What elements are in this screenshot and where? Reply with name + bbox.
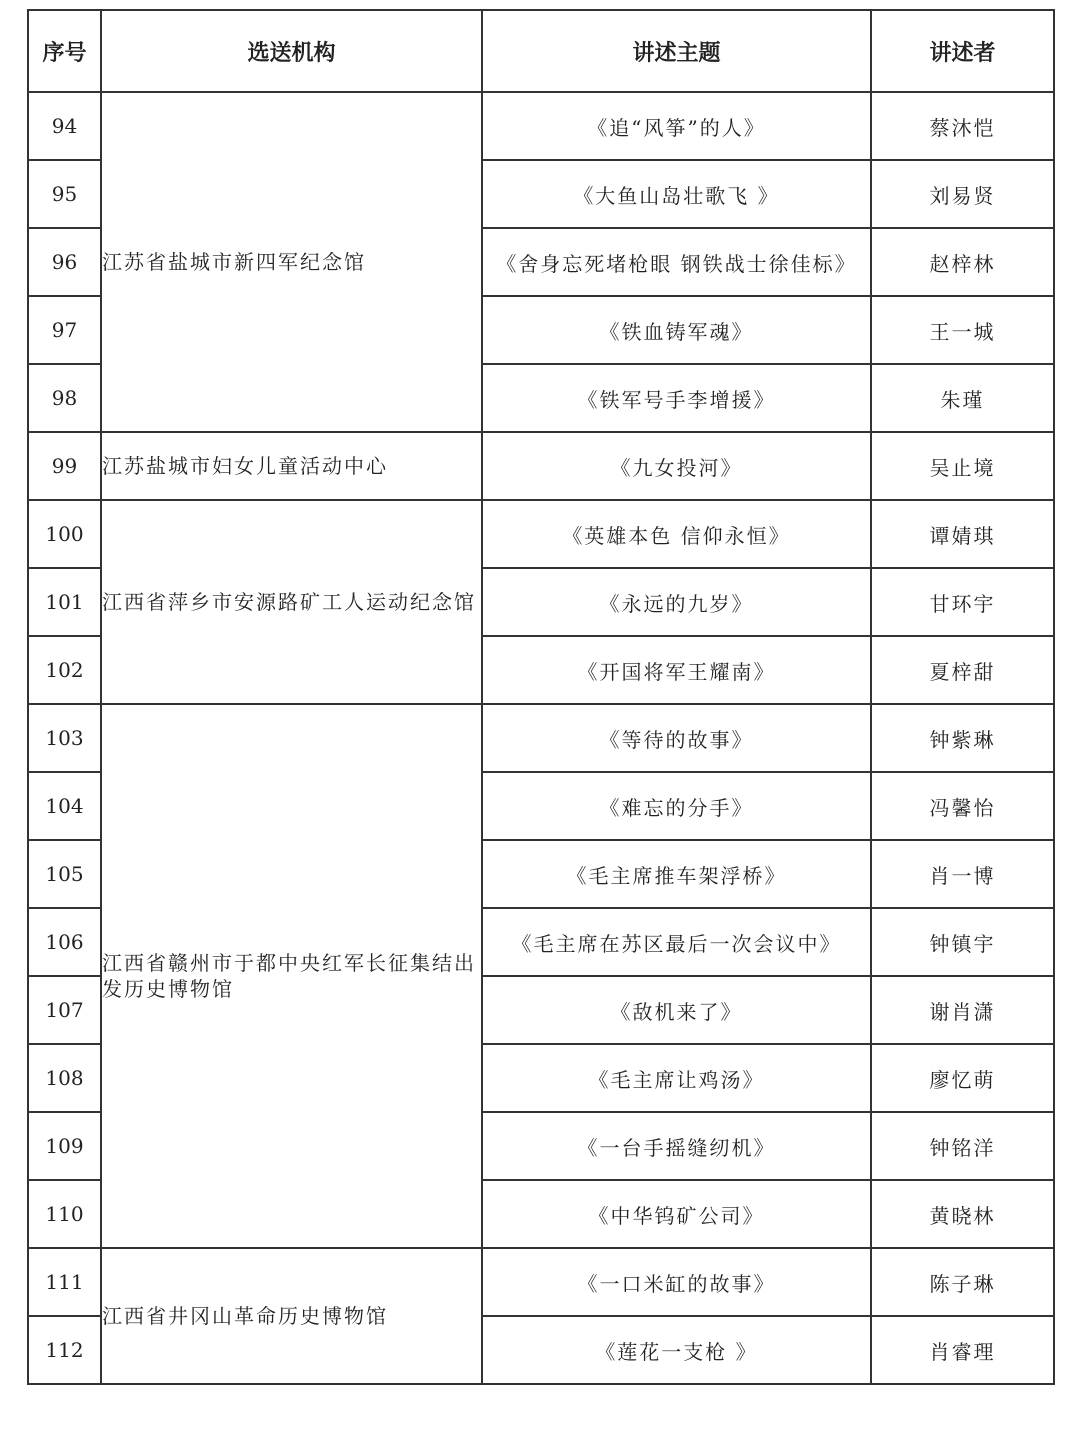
topic-cell: 《毛主席推车架浮桥》 bbox=[482, 840, 871, 908]
row-number: 94 bbox=[28, 92, 101, 160]
row-number: 96 bbox=[28, 228, 101, 296]
table-row bbox=[28, 92, 1054, 160]
speaker-cell: 钟紫琳 bbox=[871, 704, 1054, 772]
speaker-cell: 蔡沐恺 bbox=[871, 92, 1054, 160]
header-topic: 讲述主题 bbox=[482, 10, 871, 92]
organization-cell: 江西省赣州市于都中央红军长征集结出发历史博物馆 bbox=[101, 704, 482, 1248]
row-number: 102 bbox=[28, 636, 101, 704]
table-row bbox=[28, 500, 1054, 568]
table-row bbox=[28, 704, 1054, 772]
row-number: 99 bbox=[28, 432, 101, 500]
topic-cell: 《毛主席在苏区最后一次会议中》 bbox=[482, 908, 871, 976]
topic-cell: 《敌机来了》 bbox=[482, 976, 871, 1044]
topic-cell: 《难忘的分手》 bbox=[482, 772, 871, 840]
organization-cell: 江西省萍乡市安源路矿工人运动纪念馆 bbox=[101, 500, 482, 704]
table-row bbox=[28, 1248, 1054, 1316]
topic-cell: 《永远的九岁》 bbox=[482, 568, 871, 636]
organization-cell: 江苏盐城市妇女儿童活动中心 bbox=[101, 432, 482, 500]
row-number: 103 bbox=[28, 704, 101, 772]
topic-cell: 《大鱼山岛壮歌飞 》 bbox=[482, 160, 871, 228]
speaker-cell: 冯馨怡 bbox=[871, 772, 1054, 840]
speaker-cell: 钟铭洋 bbox=[871, 1112, 1054, 1180]
row-number: 110 bbox=[28, 1180, 101, 1248]
speaker-cell: 朱瑾 bbox=[871, 364, 1054, 432]
topic-cell: 《一口米缸的故事》 bbox=[482, 1248, 871, 1316]
header-org: 选送机构 bbox=[101, 10, 482, 92]
header-speaker: 讲述者 bbox=[871, 10, 1054, 92]
organization-cell: 江西省井冈山革命历史博物馆 bbox=[101, 1248, 482, 1384]
speaker-cell: 钟镇宇 bbox=[871, 908, 1054, 976]
row-number: 107 bbox=[28, 976, 101, 1044]
topic-cell: 《铁血铸军魂》 bbox=[482, 296, 871, 364]
row-number: 108 bbox=[28, 1044, 101, 1112]
topic-cell: 《追“风筝”的人》 bbox=[482, 92, 871, 160]
organization-cell: 江苏省盐城市新四军纪念馆 bbox=[101, 92, 482, 432]
row-number: 100 bbox=[28, 500, 101, 568]
row-number: 109 bbox=[28, 1112, 101, 1180]
speaker-cell: 陈子琳 bbox=[871, 1248, 1054, 1316]
speaker-cell: 王一城 bbox=[871, 296, 1054, 364]
speaker-cell: 甘环宇 bbox=[871, 568, 1054, 636]
row-number: 101 bbox=[28, 568, 101, 636]
speaker-cell: 谢肖潇 bbox=[871, 976, 1054, 1044]
speaker-cell: 廖忆萌 bbox=[871, 1044, 1054, 1112]
speaker-list-table bbox=[27, 9, 1055, 1385]
topic-cell: 《一台手摇缝纫机》 bbox=[482, 1112, 871, 1180]
table-row bbox=[28, 432, 1054, 500]
row-number: 106 bbox=[28, 908, 101, 976]
topic-cell: 《英雄本色 信仰永恒》 bbox=[482, 500, 871, 568]
topic-cell: 《等待的故事》 bbox=[482, 704, 871, 772]
header-row bbox=[28, 10, 1054, 92]
speaker-cell: 肖一博 bbox=[871, 840, 1054, 908]
speaker-cell: 谭婧琪 bbox=[871, 500, 1054, 568]
topic-cell: 《舍身忘死堵枪眼 钢铁战士徐佳标》 bbox=[482, 228, 871, 296]
topic-cell: 《铁军号手李增援》 bbox=[482, 364, 871, 432]
row-number: 95 bbox=[28, 160, 101, 228]
row-number: 105 bbox=[28, 840, 101, 908]
speaker-cell: 刘易贤 bbox=[871, 160, 1054, 228]
speaker-cell: 黄晓林 bbox=[871, 1180, 1054, 1248]
speaker-cell: 赵梓林 bbox=[871, 228, 1054, 296]
table-body bbox=[28, 92, 1054, 1384]
topic-cell: 《莲花一支枪 》 bbox=[482, 1316, 871, 1384]
row-number: 104 bbox=[28, 772, 101, 840]
row-number: 97 bbox=[28, 296, 101, 364]
row-number: 112 bbox=[28, 1316, 101, 1384]
speaker-cell: 吴止境 bbox=[871, 432, 1054, 500]
topic-cell: 《中华钨矿公司》 bbox=[482, 1180, 871, 1248]
row-number: 111 bbox=[28, 1248, 101, 1316]
speaker-cell: 夏梓甜 bbox=[871, 636, 1054, 704]
topic-cell: 《九女投河》 bbox=[482, 432, 871, 500]
header-no: 序号 bbox=[28, 10, 101, 92]
topic-cell: 《开国将军王耀南》 bbox=[482, 636, 871, 704]
topic-cell: 《毛主席让鸡汤》 bbox=[482, 1044, 871, 1112]
speaker-cell: 肖睿理 bbox=[871, 1316, 1054, 1384]
row-number: 98 bbox=[28, 364, 101, 432]
